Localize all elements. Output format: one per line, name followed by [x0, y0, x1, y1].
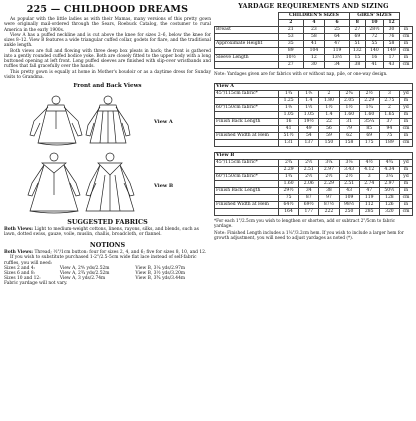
view-b-cell: 109: [339, 194, 359, 201]
view-a-row: [215, 97, 413, 104]
view-a-label: View A: [154, 119, 173, 125]
yardage-note-3: Note: Finished Length includes a 1¼"/3.2cm hem. If you wish to include a larger hem for growth adjustment, you will need to adjust yardages as noted (*).: [214, 229, 404, 240]
view-a-cell: 2.75: [379, 97, 399, 104]
view-a-row: [215, 111, 413, 118]
size-unit-blank: [400, 19, 413, 26]
view-b-cell: 69½: [299, 201, 319, 208]
sizing-row-label: Breast: [215, 26, 279, 33]
size-numbers-row: [215, 19, 413, 26]
view-a-unit: m: [400, 97, 413, 104]
fabrics-both-text: Light to medium-weight cottons, linens, rayons, silks, and blends, such as lawn, dotted swiss, gauze, voile, muslin, challis, broadcloth, or flannel.: [4, 227, 199, 238]
view-b-cell: 75: [279, 194, 299, 201]
view-a-cell: 62: [339, 132, 359, 139]
view-b-row: [215, 208, 413, 215]
sizing-cell: 15: [349, 54, 365, 61]
view-a-cell: 1¾: [359, 104, 379, 111]
view-b-cell: 128: [379, 194, 399, 201]
view-a-cell: 19½: [299, 118, 319, 125]
sizing-cell: 13½: [325, 54, 350, 61]
sizing-unit: cm: [400, 61, 413, 68]
sizing-cell: 38: [349, 61, 365, 68]
view-a-cell: 1.4: [319, 111, 339, 118]
sizing-cell: 69: [349, 33, 365, 40]
view-a-row-label: [215, 125, 279, 132]
view-a-cell: 1.4: [299, 97, 319, 104]
sizing-cell: 28½: [365, 26, 383, 33]
view-a-cell: 94: [379, 125, 399, 132]
notions-row-sizes: Sizes 10 and 12:: [4, 276, 41, 282]
notions-row-sizes: Sizes 6 and 8:: [4, 271, 36, 277]
view-b-cell: 4½: [359, 159, 379, 166]
view-b-cell: 29½: [279, 187, 299, 194]
view-b-cell: 2.97: [319, 166, 339, 173]
sizing-cell: 132: [349, 47, 365, 54]
sizing-unit: in: [400, 40, 413, 47]
sizing-cell: 41: [365, 61, 383, 68]
intro-paragraph-3: Both views are full and flowing with three deep box pleats in back; the front is gathered into a gently rounded cuffed bodice yoke. Both are closely fitted to the upper body with a long buttoned opening at left front. Long puffed sleeves are finished with slip-over wristbands and ruffles that fall gracefully over the hands.: [4, 48, 211, 70]
view-a-cell: 2: [319, 90, 339, 97]
view-a-cell: 1¾: [279, 90, 299, 97]
sizing-header-unit-blank: [400, 13, 413, 20]
view-b-unit: yd: [400, 159, 413, 166]
notions-title: NOTIONS: [89, 240, 126, 249]
view-b-row: [215, 159, 413, 166]
views-title: Front and Back Views: [73, 83, 142, 89]
view-b-cell: 34: [299, 187, 319, 194]
sizing-table: [214, 12, 413, 69]
sizing-cell: 27: [279, 61, 304, 68]
view-a-cell: 158: [339, 139, 359, 146]
view-a-cell: 75: [379, 132, 399, 139]
view-b-cell: 3.43: [339, 166, 359, 173]
view-a-cell: 22: [319, 118, 339, 125]
sizing-row-label: [215, 33, 279, 40]
sizing-cell: 58: [303, 33, 325, 40]
view-b-cell: 4.12: [359, 166, 379, 173]
view-a-cell: 1.80: [319, 97, 339, 104]
view-a-unit: in: [400, 118, 413, 125]
view-b-row: [215, 194, 413, 201]
view-b-cell: 2.51: [299, 166, 319, 173]
sizing-cell: 23: [303, 26, 325, 33]
view-b-cell: 3¼: [379, 173, 399, 180]
view-b-cell: 1.60: [279, 180, 299, 187]
size-number: 4: [303, 19, 325, 26]
sizing-unit: in: [400, 26, 413, 33]
view-b-unit: cm: [400, 208, 413, 215]
sizing-cell: 64: [325, 33, 350, 40]
view-b-row: [215, 166, 413, 173]
view-b-cell: 119: [359, 194, 379, 201]
view-b-row-label: [215, 180, 279, 187]
view-b-header: View B: [215, 152, 413, 159]
view-b-cell: 98½: [339, 201, 359, 208]
fabrics-text: [4, 227, 211, 238]
view-a-cell: 69: [359, 132, 379, 139]
view-a-cell: 85: [359, 125, 379, 132]
view-a-table: [214, 83, 413, 147]
size-number: 8: [349, 19, 365, 26]
view-a-row-label: 60"/150cm fabric*: [215, 104, 279, 111]
sizing-row: [215, 61, 413, 68]
view-b-cell: 2½: [319, 173, 339, 180]
sizing-row: [215, 33, 413, 40]
view-b-cell: 3⅛: [339, 159, 359, 166]
view-b-cell: 4¾: [379, 159, 399, 166]
view-a-cell: 59: [319, 132, 339, 139]
view-a-row-label: Finish Back Length: [215, 118, 279, 125]
view-b-row-label: [215, 166, 279, 173]
notions-row-sizes: Sizes 2 and 4:: [4, 266, 36, 272]
view-b-cell: 2½: [339, 173, 359, 180]
sizing-row-label: Sleeve Length: [215, 54, 279, 61]
view-b-row: [215, 173, 413, 180]
sizing-cell: 16: [365, 54, 383, 61]
view-a-cell: 2: [379, 104, 399, 111]
view-a-body: [215, 90, 413, 146]
intro-paragraph-1: As popular with the little ladies as with their Mamas, many versions of this pretty gown were originally mail-ordered through the Sears, Roebuck Catalog, the costumer to rural America in the early 1900s.: [4, 17, 211, 33]
intro-text: [4, 17, 211, 80]
view-b-unit: in: [400, 187, 413, 194]
view-b-row-label: 60"/150cm fabric*: [215, 173, 279, 180]
view-b-cell: 97: [319, 194, 339, 201]
view-b-cell: 250: [339, 208, 359, 215]
gown-illustrations-image: [4, 91, 211, 215]
view-a-cell: 2¾: [339, 90, 359, 97]
view-a-cell: 1.25: [279, 97, 299, 104]
notions-row-view-b: View B, 3¾ yds/3.44m: [135, 276, 186, 282]
view-b-unit: yd: [400, 173, 413, 180]
view-b-cell: 3¼: [319, 159, 339, 166]
sizing-cell: 51: [349, 40, 365, 47]
view-b-cell: 126: [379, 201, 399, 208]
view-a-cell: 1½: [299, 104, 319, 111]
view-b-label: View B: [154, 183, 174, 189]
pattern-title: 225 — CHILDHOOD DREAMS: [26, 4, 189, 15]
sizing-cell: 30: [383, 26, 399, 33]
sizing-row-label: Approximate Height: [215, 40, 279, 47]
sizing-cell: 104: [303, 47, 325, 54]
view-b-cell: 2.29: [279, 166, 299, 173]
gown-illustrations: [4, 91, 211, 215]
notions-row-view-a: View A, 2⅘ yds/2.52m: [59, 266, 110, 272]
view-a-cell: 51½: [279, 132, 299, 139]
sizing-body: [215, 26, 413, 68]
sizing-cell: 27: [349, 26, 365, 33]
view-a-cell: 3: [379, 90, 399, 97]
view-a-cell: 1.05: [279, 111, 299, 118]
notions-fabric-note: Fabric yardage will not vary.: [4, 281, 68, 287]
view-b-cell: 38: [319, 187, 339, 194]
view-b-cell: 2½: [299, 159, 319, 166]
view-a-cell: 2.29: [359, 97, 379, 104]
view-a-cell: 1⅗: [279, 104, 299, 111]
view-b-cell: 64½: [279, 201, 299, 208]
view-b-row: [215, 201, 413, 208]
view-a-cell: 16: [279, 118, 299, 125]
view-a-row: [215, 118, 413, 125]
view-b-cell: 3: [359, 173, 379, 180]
size-number: 6: [325, 19, 350, 26]
view-b-cell: 43: [339, 187, 359, 194]
yardage-note-2: *For each 1"/2.5cm you wish to lengthen or shorten, add or subtract 2"/5cm to fabric yardage.: [214, 217, 396, 228]
view-a-cell: 150: [319, 139, 339, 146]
view-a-row: [215, 132, 413, 139]
view-a-cell: 2.05: [339, 97, 359, 104]
view-a-row: [215, 125, 413, 132]
view-b-cell: 222: [319, 208, 339, 215]
yardage-note-1: Note: Yardages given are for fabrics with or without nap, pile, or one-way design.: [214, 70, 388, 76]
view-a-row-label: [215, 111, 279, 118]
fabrics-both-label: Both Views:: [4, 227, 34, 232]
girls-sizes-header: GIRLS' SIZES: [349, 13, 399, 20]
view-b-row: [215, 180, 413, 187]
view-a-cell: 1.05: [299, 111, 319, 118]
view-b-cell: 2¾: [279, 159, 299, 166]
view-b-row-label: Finished Width at Hem: [215, 201, 279, 208]
view-a-row-label: 45"/115cm fabric*: [215, 90, 279, 97]
sizing-cell: 140: [365, 47, 383, 54]
size-number: 12: [383, 19, 399, 26]
view-b-cell: 87: [299, 194, 319, 201]
view-b-unit: cm: [400, 194, 413, 201]
sizing-cell: 12: [303, 54, 325, 61]
notions-row-view-a: View A, 3 yds/2.74m: [59, 276, 106, 282]
sizing-cell: 58: [383, 40, 399, 47]
right-column: [214, 3, 413, 242]
sizing-unit: in: [400, 54, 413, 61]
notions-both-label: Both Views:: [4, 249, 34, 255]
view-a-unit: in: [400, 132, 413, 139]
notions-row-view-b: View B, 3¼ yds/2.97m: [135, 266, 186, 272]
view-a-unit: yd: [400, 104, 413, 111]
view-a-row: [215, 104, 413, 111]
view-a-unit: cm: [400, 125, 413, 132]
view-a-cell: 1.60: [339, 111, 359, 118]
sizing-row-label: [215, 61, 279, 68]
view-b-cell: 2.29: [319, 180, 339, 187]
view-b-cell: 177: [299, 208, 319, 215]
sizing-cell: 30: [303, 61, 325, 68]
view-b-cell: 4.34: [379, 166, 399, 173]
notions-row-view-a: View A, 2¾ yds/2.52m: [59, 271, 110, 277]
size-number: 2: [279, 19, 304, 26]
notions-alt-text: If you wish to substitute purchased 1-2"/2.5-5cm wide flat lace instead of self-fabric ruffles, you will need:: [4, 255, 197, 266]
childrens-sizes-header: CHILDREN'S SIZES: [279, 13, 350, 20]
view-a-row-label: [215, 97, 279, 104]
sizing-cell: 41: [303, 40, 325, 47]
sizing-cell: 72: [365, 33, 383, 40]
view-b-row-label: [215, 194, 279, 201]
view-b-cell: 2.06: [299, 180, 319, 187]
view-a-cell: 35¼: [359, 118, 379, 125]
view-a-unit: m: [400, 111, 413, 118]
view-a-cell: 37: [379, 118, 399, 125]
view-b-unit: m: [400, 180, 413, 187]
view-a-cell: 2½: [359, 90, 379, 97]
view-b-body: [215, 159, 413, 215]
view-a-cell: 189: [379, 139, 399, 146]
fabrics-title: SUGGESTED FABRICS: [67, 218, 148, 226]
sizing-header-blank: [215, 13, 279, 20]
view-a-row-label: [215, 139, 279, 146]
intro-paragraph-4: This pretty gown is equally at home in Mother's boudoir or as a daytime dress for Sunday visits to Grandma.: [4, 69, 211, 80]
sizing-cell: 21: [279, 26, 304, 33]
notions-lace-table: [4, 266, 211, 281]
view-a-cell: 137: [299, 139, 319, 146]
sizing-cell: 35: [279, 40, 304, 47]
sizing-unit: cm: [400, 33, 413, 40]
sizing-row-label: [215, 47, 279, 54]
sizing-cell: 47: [325, 40, 350, 47]
notions-row-view-b: View B, 3½ yds/3.20m: [135, 271, 186, 277]
view-a-cell: 1½: [319, 104, 339, 111]
view-a-cell: 41: [279, 125, 299, 132]
sizing-cell: 53: [279, 33, 304, 40]
left-column: [4, 4, 211, 287]
view-b-cell: 2.97: [379, 180, 399, 187]
view-a-row-label: Finished Width at Hem: [215, 132, 279, 139]
view-b-table: [214, 152, 413, 216]
view-b-cell: 164: [279, 208, 299, 215]
yardage-title: YARDAGE REQUIREMENTS AND SIZING: [238, 3, 389, 10]
view-b-cell: 285: [359, 208, 379, 215]
sizing-row: [215, 47, 413, 54]
view-b-cell: 50½: [379, 187, 399, 194]
sizing-cell: 76: [383, 33, 399, 40]
view-a-cell: 1⅗: [299, 90, 319, 97]
sizing-cell: 34: [325, 61, 350, 68]
sizing-cell: 43: [383, 61, 399, 68]
view-a-cell: 1½: [339, 104, 359, 111]
view-a-cell: 1.65: [379, 111, 399, 118]
view-b-cell: 2.51: [339, 180, 359, 187]
notions-both-text: Thread; ½"/1cm button: four for sizes 2, 4, and 6; five for sizes 8, 10, and 12.: [33, 249, 207, 255]
view-b-row-label: 45"/115cm fabric*: [215, 159, 279, 166]
sizing-row: [215, 26, 413, 33]
view-a-unit: cm: [400, 139, 413, 146]
view-a-row: [215, 139, 413, 146]
view-b-cell: 2½: [299, 173, 319, 180]
view-b-cell: 47: [359, 187, 379, 194]
view-a-cell: 54: [299, 132, 319, 139]
view-a-cell: 31: [339, 118, 359, 125]
view-b-row: [215, 187, 413, 194]
sizing-cell: 10½: [279, 54, 304, 61]
sizing-cell: 17: [383, 54, 399, 61]
view-a-cell: 56: [319, 125, 339, 132]
sizing-cell: 25: [325, 26, 350, 33]
intro-paragraph-2: View A has a puffed neckline and is cut above the knee for sizes 2–6, below the knee for sizes 8–12. View B features a wide triangular cuffed collar, godets for flare, and the traditional ankle length.: [4, 32, 211, 49]
size-number: 10: [365, 19, 383, 26]
view-b-cell: 2.74: [359, 180, 379, 187]
view-a-row: [215, 90, 413, 97]
view-a-cell: 131: [279, 139, 299, 146]
sizing-cell: 89: [279, 47, 304, 54]
sizing-cell: 119: [325, 47, 350, 54]
view-b-cell: 87½: [319, 201, 339, 208]
view-b-unit: in: [400, 201, 413, 208]
view-b-cell: 320: [379, 208, 399, 215]
view-b-unit: m: [400, 166, 413, 173]
sizing-unit: cm: [400, 47, 413, 54]
view-a-cell: 79: [339, 125, 359, 132]
view-a-cell: 49: [299, 125, 319, 132]
view-b-cell: 1¾: [279, 173, 299, 180]
size-row-blank: [215, 19, 279, 26]
sizing-cell: 55: [365, 40, 383, 47]
view-a-unit: yd: [400, 90, 413, 97]
sizing-row: [215, 54, 413, 61]
view-b-cell: 112: [359, 201, 379, 208]
view-b-row-label: [215, 208, 279, 215]
view-a-header: View A: [215, 83, 413, 90]
view-a-cell: 1.60: [359, 111, 379, 118]
view-a-cell: 175: [359, 139, 379, 146]
sizing-cell: 149: [383, 47, 399, 54]
sizing-row: [215, 40, 413, 47]
view-b-row-label: Finish Back Length: [215, 187, 279, 194]
